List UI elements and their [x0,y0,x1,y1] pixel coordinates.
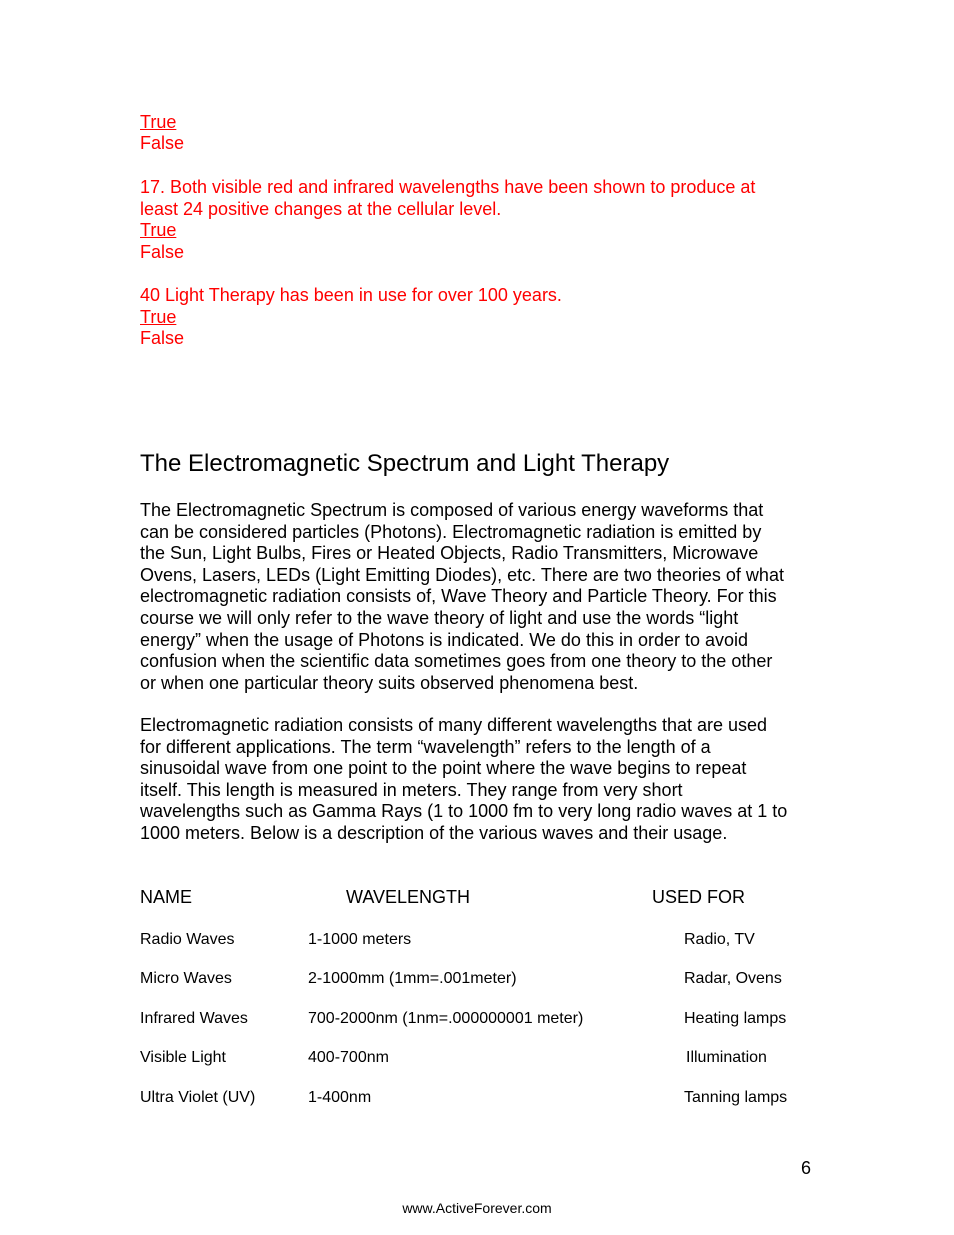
cell-used-for: Radio, TV [684,931,755,948]
cell-wavelength: 400-700nm [308,1049,389,1066]
paragraph-line: The Electromagnetic Spectrum is composed of various energy waveforms that [140,500,764,520]
table-header-wavelength: WAVELENGTH [346,887,471,907]
cell-wavelength: 2-1000mm (1mm=.001meter) [308,970,517,987]
page-number: 6 [801,1158,812,1178]
paragraph-line: can be considered particles (Photons). Electromagnetic radiation is emitted by [140,521,762,542]
cell-wavelength: 700-2000nm (1nm=.000000001 meter) [308,1010,584,1027]
paragraph-line: confusion when the scientific data sometimes goes from one theory to the other [140,651,773,672]
q17-question-line-1: 17. Both visible red and infrared wavelengths have been shown to produce at [140,177,756,197]
cell-used-for: Radar, Ovens [684,970,782,987]
q40-true-option[interactable]: True [140,307,177,327]
q16-true-option[interactable]: True [140,112,177,132]
q17-question-line-2: least 24 positive changes at the cellular level. [140,199,502,219]
cell-used-for: Illumination [686,1049,767,1066]
table-header-used-for: USED FOR [652,887,746,907]
paragraph-line: sinusoidal wave from one point to the point where the wave begins to repeat [140,758,747,779]
q17-false-option[interactable]: False [140,242,185,262]
q40-false-option[interactable]: False [140,328,185,348]
paragraph-line: energy” when the usage of Photons is indicated. We do this in order to avoid [140,629,749,650]
q17-true-option[interactable]: True [140,220,177,240]
q40-question: 40 Light Therapy has been in use for over 100 years. [140,285,562,305]
paragraph-line: course we will only refer to the wave theory of light and use the words “light [140,607,739,628]
paragraph-line: the Sun, Light Bulbs, Fires or Heated Objects, Radio Transmitters, Microwave [140,543,759,564]
q16-false-option[interactable]: False [140,133,185,153]
paragraph-line: electromagnetic radiation consists of, Wave Theory and Particle Theory. For this [140,586,777,607]
section-title: The Electromagnetic Spectrum and Light Therapy [140,450,670,477]
paragraph-line: Electromagnetic radiation consists of many different wavelengths that are used [140,715,768,735]
cell-wavelength: 1-1000 meters [308,931,412,948]
paragraph-line: Ovens, Lasers, LEDs (Light Emitting Diodes), etc. There are two theories of what [140,564,784,585]
cell-wavelength: 1-400nm [308,1089,372,1106]
paragraph-line: for different applications. The term “wavelength” refers to the length of a [140,736,711,757]
cell-used-for: Heating lamps [684,1010,787,1027]
table-header-name: NAME [140,887,193,907]
paragraph-line: wavelengths such as Gamma Rays (1 to 1000 fm to very long radio waves at 1 to [140,801,788,822]
paragraph-line: itself. This length is measured in meters. They range from very short [140,779,683,800]
paragraph-1 [140,500,830,694]
cell-name: Ultra Violet (UV) [140,1089,256,1106]
paragraph-line: 1000 meters. Below is a description of the various waves and their usage. [140,822,728,843]
cell-name: Infrared Waves [140,1010,248,1027]
paragraph-2 [140,715,830,845]
footer-url[interactable]: www.ActiveForever.com [402,1200,552,1216]
cell-used-for: Tanning lamps [684,1089,788,1106]
cell-name: Visible Light [140,1049,226,1066]
paragraph-line: or when one particular theory suits observed phenomena best. [140,672,639,693]
cell-name: Micro Waves [140,970,232,987]
cell-name: Radio Waves [140,931,235,948]
